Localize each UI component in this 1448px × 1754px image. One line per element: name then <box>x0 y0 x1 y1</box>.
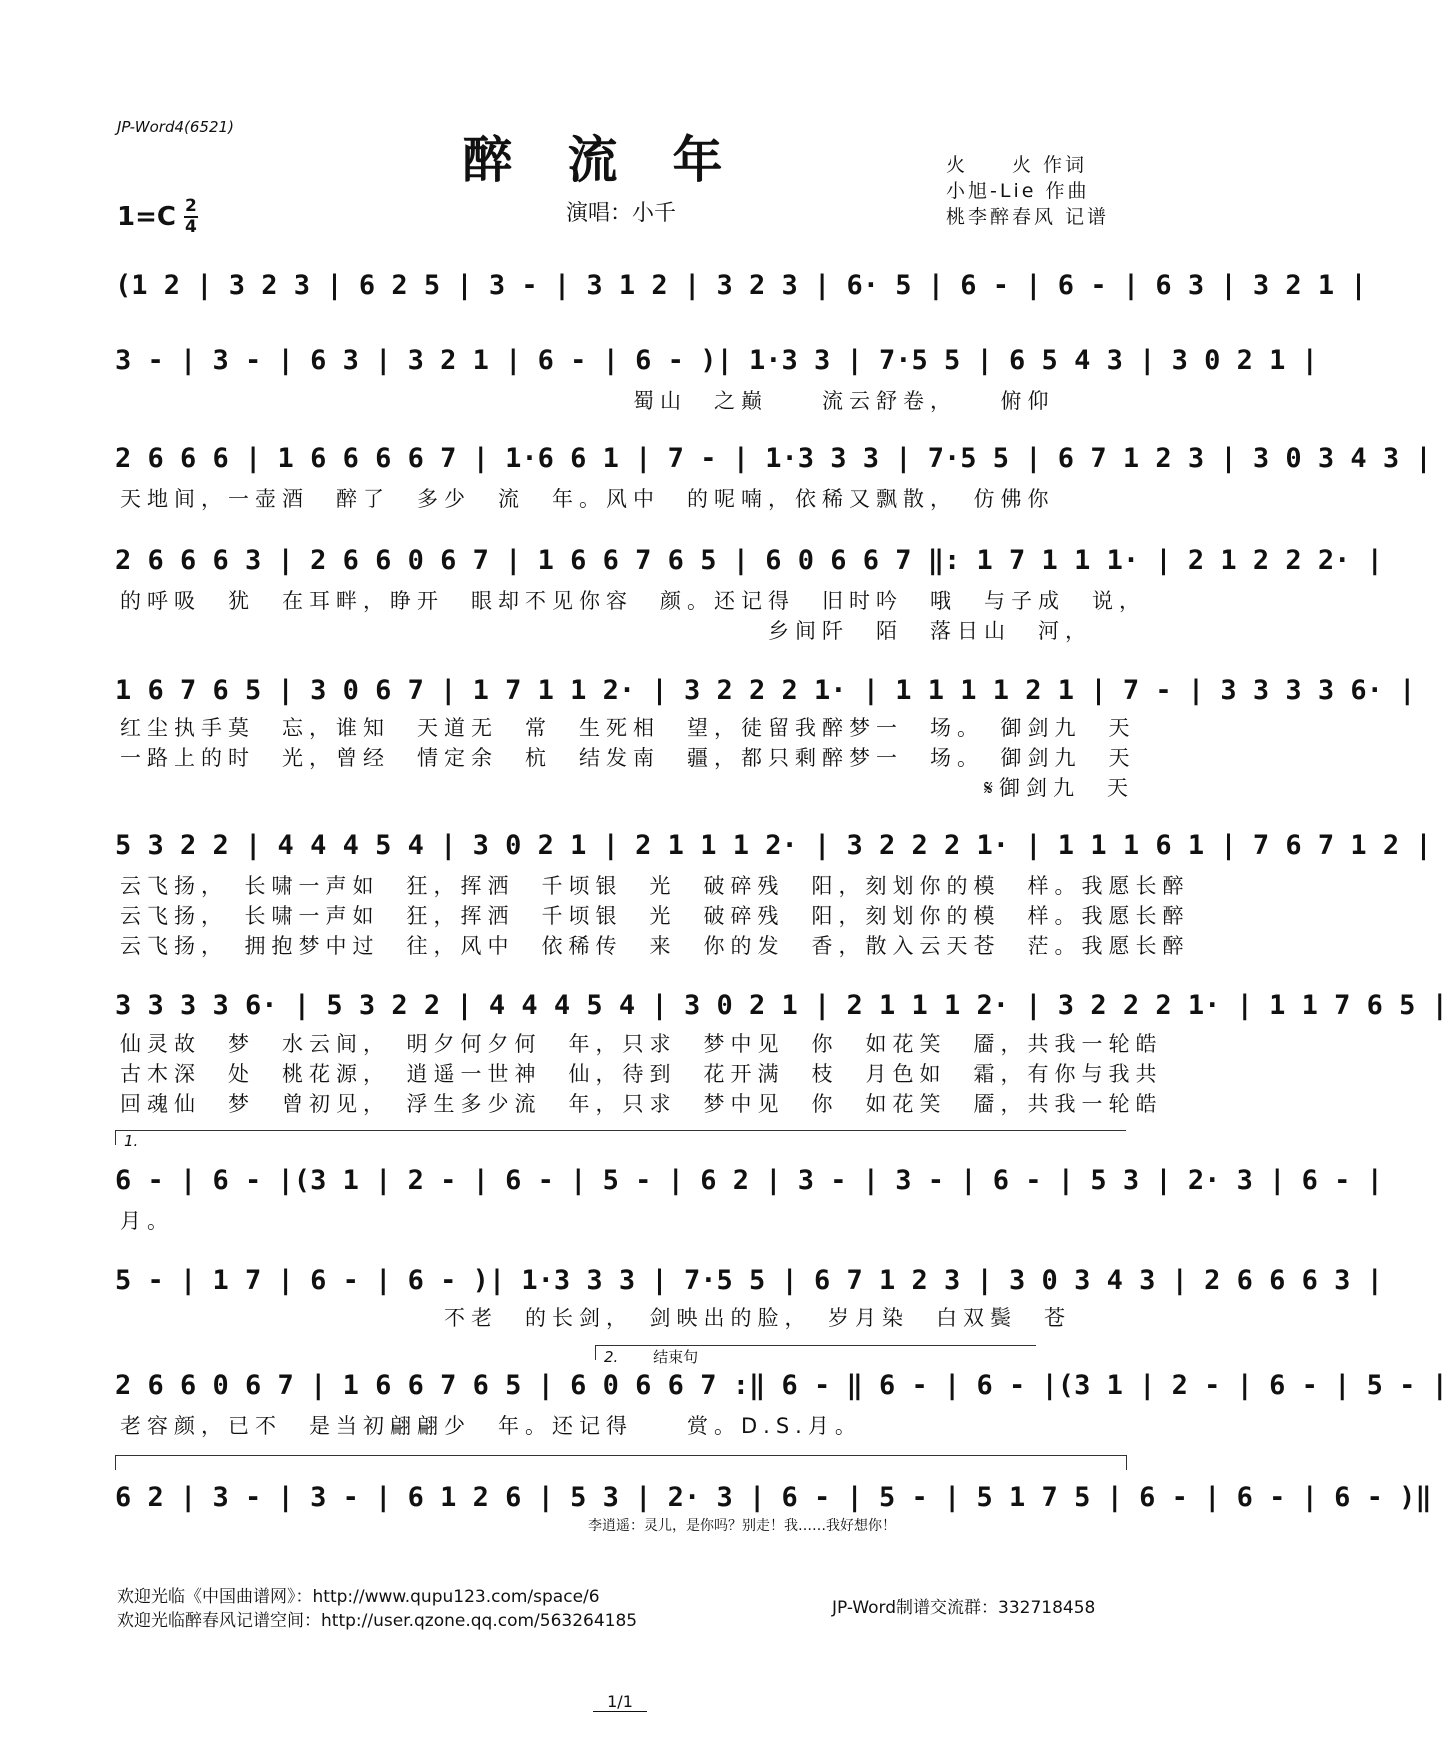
lyricist: 火 火 作词 <box>946 154 1088 176</box>
time-signature: $\frac{2}{4}$ <box>185 196 197 237</box>
volta-first: 1. <box>115 1130 1126 1145</box>
lyric-line: 乡间阡 陌 落日山 河， <box>120 619 1092 643</box>
page-number: 1/1 <box>0 1692 1240 1711</box>
software-tag: JP-Word4(6521) <box>117 118 234 136</box>
score-row-9: 5 - | 1 7 | 6 - | 6 - )| 1·3 3 3 | 7·5 5 | 6 7 1 2 3 | 3 0 3 4 3 | 2 6 6 6 3 | <box>115 1265 1383 1296</box>
footer-link-2[interactable]: 欢迎光临醉春风记谱空间：http://user.qzone.qq.com/563264185 <box>117 1611 638 1631</box>
key-signature <box>117 198 198 236</box>
lyric-line: 红尘执手莫 忘，谁知 天道无 常 生死相 望，徒留我醉梦一 场。 御剑九 天 <box>120 716 1136 740</box>
footer-links <box>117 1585 637 1633</box>
footer-link-1[interactable]: 欢迎光临《中国曲谱网》：http://www.qupu123.com/space/6 <box>117 1587 600 1607</box>
spoken-note: 李逍遥：灵儿，是你吗？别走！我……我好想你！ <box>588 1518 896 1534</box>
lyric-line: 仙灵故 梦 水云间， 明夕何夕何 年，只求 梦中见 你 如花笑 靥，共我一轮皓 <box>120 1032 1163 1056</box>
lyric-line: 天地间，一壶酒 醉了 多少 流 年。风中 的呢喃，依稀又飘散， 仿佛你 <box>120 487 1055 511</box>
score-row-7: 3 3 3 3 6· | 5 3 2 2 | 4 4 4 5 4 | 3 0 2 1 | 2 1 1 1 2· | 3 2 2 2 1· | 1 1 7 6 5 | <box>115 990 1448 1021</box>
lyric-line: 古木深 处 桃花源， 逍遥一世神 仙，待到 花开满 枝 月色如 霜，有你与我共 <box>120 1062 1163 1086</box>
lyric-line: 云飞扬， 长啸一声如 狂，挥洒 千顷银 光 破碎残 阳，刻划你的模 样。我愿长醉 <box>120 904 1190 928</box>
lyric-line: 蜀山 之巅 流云舒卷， 俯仰 <box>120 389 1055 413</box>
composer: 小旭-Lie 作曲 <box>946 180 1090 202</box>
score-row-10: 2 6 6 0 6 7 | 1 6 6 7 6 5 | 6 0 6 6 7 :‖ 6 - ‖ 6 - | 6 - |(3 1 | 2 - | 6 - | 5 - | <box>115 1370 1448 1401</box>
key-label: 1=C <box>117 202 176 232</box>
score-row-11: 6 2 | 3 - | 3 - | 6 1 2 6 | 5 3 | 2· 3 | 6 - | 5 - | 5 1 7 5 | 6 - | 6 - | 6 - )‖ <box>115 1482 1432 1513</box>
score-row-8: 6 - | 6 - |(3 1 | 2 - | 6 - | 5 - | 6 2 | 3 - | 3 - | 6 - | 5 3 | 2· 3 | 6 - | <box>115 1165 1383 1196</box>
lyric-line: 𝄋御剑九 天 <box>120 776 1135 800</box>
page-title: 醉流年 <box>462 131 778 189</box>
lyric-line: 老容颜，已不 是当初翩翩少 年。还记得 赏。D.S.月。 <box>120 1414 862 1438</box>
lyric-line: 一路上的时 光，曾经 情定余 杭 结发南 疆，都只剩醉梦一 场。 御剑九 天 <box>120 746 1136 770</box>
score-row-5: 1 6 7 6 5 | 3 0 6 7 | 1 7 1 1 2· | 3 2 2 2 1· | 1 1 1 1 2 1 | 7 - | 3 3 3 3 6· | <box>115 675 1416 706</box>
score-row-4: 2 6 6 6 3 | 2 6 6 0 6 7 | 1 6 6 7 6 5 | 6 0 6 6 7 ‖: 1 7 1 1 1· | 2 1 2 2 2· | <box>115 545 1383 576</box>
lyric-line: 的呼吸 犹 在耳畔，睁开 眼却不见你容 颜。还记得 旧时吟 哦 与子成 说， <box>120 589 1146 613</box>
ending-label: 结束句 <box>653 1348 699 1366</box>
lyric-line: 回魂仙 梦 曾初见， 浮生多少流 年，只求 梦中见 你 如花笑 靥，共我一轮皓 <box>120 1092 1163 1116</box>
volta-second: 2. 结束句 <box>595 1345 1036 1360</box>
lyric-line: 月。 <box>120 1209 174 1233</box>
score-row-6: 5 3 2 2 | 4 4 4 5 4 | 3 0 2 1 | 2 1 1 1 2· | 3 2 2 2 1· | 1 1 1 6 1 | 7 6 7 1 2 | <box>115 830 1432 861</box>
score-row-3: 2 6 6 6 | 1 6 6 6 6 7 | 1·6 6 1 | 7 - | 1·3 3 3 | 7·5 5 | 6 7 1 2 3 | 3 0 3 4 3 | <box>115 443 1432 474</box>
lyric-line: 云飞扬， 长啸一声如 狂，挥洒 千顷银 光 破碎残 阳，刻划你的模 样。我愿长醉 <box>120 874 1190 898</box>
transcriber: 桃李醉春风 记谱 <box>946 206 1110 228</box>
singer: 演唱：小千 <box>566 201 677 226</box>
ending-bracket <box>115 1455 1127 1470</box>
footer-group: JP-Word制谱交流群：332718458 <box>832 1598 1096 1618</box>
score-row-1: (1 2 | 3 2 3 | 6 2 5 | 3 - | 3 1 2 | 3 2 3 | 6· 5 | 6 - | 6 - | 6 3 | 3 2 1 | <box>115 270 1367 301</box>
lyric-line: 不老 的长剑， 剑映出的脸， 岁月染 白双鬓 苍 <box>120 1306 1071 1330</box>
score-row-2: 3 - | 3 - | 6 3 | 3 2 1 | 6 - | 6 - )| 1·3 3 | 7·5 5 | 6 5 4 3 | 3 0 2 1 | <box>115 345 1318 376</box>
credits <box>946 152 1109 230</box>
lyric-line: 云飞扬， 拥抱梦中过 往，风中 依稀传 来 你的发 香，散入云天苍 茫。我愿长醉 <box>120 934 1190 958</box>
